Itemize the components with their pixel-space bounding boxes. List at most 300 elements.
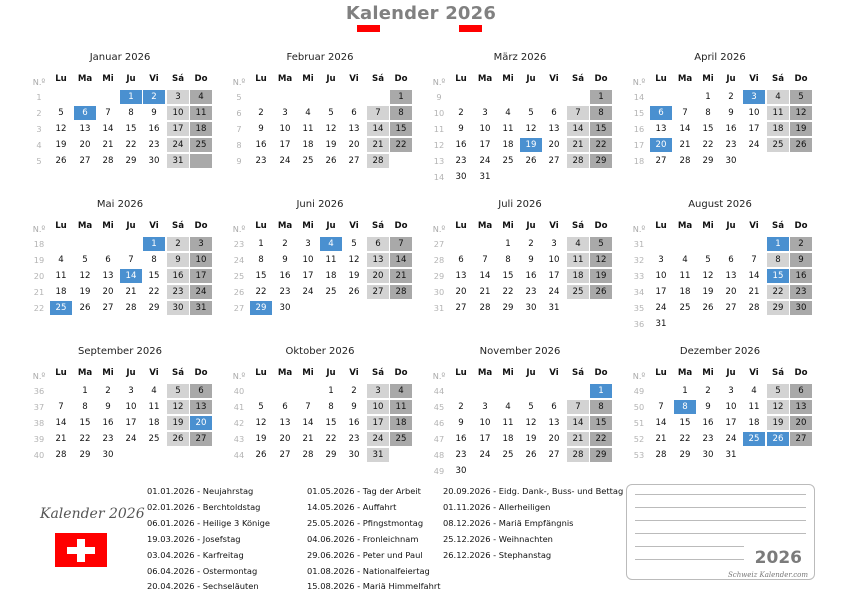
day-cell[interactable]: 18	[390, 416, 412, 430]
day-cell[interactable]: 16	[525, 271, 537, 281]
day-cell[interactable]: 20	[279, 434, 291, 444]
day-cell[interactable]: 15	[590, 122, 612, 136]
day-cell[interactable]: 29	[148, 303, 160, 313]
day-cell[interactable]: 15	[325, 418, 337, 428]
day-cell[interactable]: 9	[351, 402, 357, 412]
day-cell[interactable]: 11	[55, 271, 67, 281]
day-cell[interactable]: 25	[502, 450, 514, 460]
day-cell[interactable]: 18	[502, 434, 514, 444]
day-cell[interactable]: 13	[102, 271, 114, 281]
day-cell[interactable]: 8	[128, 108, 134, 118]
day-cell[interactable]: 13	[455, 271, 467, 281]
day-cell[interactable]: 4	[682, 255, 688, 265]
day-cell[interactable]: 24	[367, 432, 389, 446]
day-cell[interactable]: 5	[328, 108, 334, 118]
day-cell[interactable]: 14	[567, 122, 589, 136]
day-cell[interactable]: 5	[790, 90, 812, 104]
day-cell[interactable]: 13	[655, 124, 667, 134]
day-cell[interactable]: 8	[390, 106, 412, 120]
day-cell[interactable]: 14	[390, 253, 412, 267]
day-cell[interactable]: 27	[455, 303, 467, 313]
day-cell[interactable]: 27	[348, 156, 360, 166]
day-cell[interactable]: 29	[767, 301, 789, 315]
holiday-day-cell[interactable]: 19	[520, 138, 542, 152]
day-cell[interactable]: 18	[302, 140, 314, 150]
day-cell[interactable]: 27	[725, 303, 737, 313]
day-cell[interactable]: 21	[479, 287, 491, 297]
day-cell[interactable]: 13	[279, 418, 291, 428]
day-cell[interactable]: 18	[325, 271, 337, 281]
day-cell[interactable]: 4	[767, 90, 789, 104]
day-cell[interactable]: 31	[655, 319, 667, 329]
day-cell[interactable]: 18	[55, 287, 67, 297]
day-cell[interactable]: 28	[102, 156, 114, 166]
day-cell[interactable]: 11	[502, 418, 514, 428]
day-cell[interactable]: 7	[658, 402, 664, 412]
day-cell[interactable]: 15	[679, 418, 691, 428]
day-cell[interactable]: 6	[551, 108, 557, 118]
day-cell[interactable]: 22	[79, 434, 91, 444]
day-cell[interactable]: 11	[748, 402, 760, 412]
day-cell[interactable]: 27	[102, 303, 114, 313]
day-cell[interactable]: 13	[725, 271, 737, 281]
day-cell[interactable]: 4	[505, 402, 511, 412]
day-cell[interactable]: 23	[148, 140, 160, 150]
day-cell[interactable]: 13	[79, 124, 91, 134]
holiday-day-cell[interactable]: 1	[120, 90, 142, 104]
holiday-day-cell[interactable]: 2	[143, 90, 165, 104]
day-cell[interactable]: 4	[151, 386, 157, 396]
day-cell[interactable]: 22	[590, 138, 612, 152]
day-cell[interactable]: 20	[102, 287, 114, 297]
day-cell[interactable]: 3	[190, 237, 212, 251]
day-cell[interactable]: 10	[479, 418, 491, 428]
day-cell[interactable]: 28	[655, 450, 667, 460]
day-cell[interactable]: 8	[590, 106, 612, 120]
day-cell[interactable]: 11	[302, 124, 314, 134]
day-cell[interactable]: 22	[255, 287, 267, 297]
day-cell[interactable]: 14	[102, 124, 114, 134]
day-cell[interactable]: 26	[590, 285, 612, 299]
day-cell[interactable]: 19	[525, 434, 537, 444]
day-cell[interactable]: 31	[167, 154, 189, 168]
day-cell[interactable]: 16	[790, 269, 812, 283]
day-cell[interactable]: 25	[567, 285, 589, 299]
day-cell[interactable]: 22	[590, 432, 612, 446]
day-cell[interactable]: 21	[367, 138, 389, 152]
day-cell[interactable]: 13	[367, 253, 389, 267]
day-cell[interactable]: 29	[702, 156, 714, 166]
day-cell[interactable]: 18	[567, 269, 589, 283]
day-cell[interactable]: 17	[479, 140, 491, 150]
day-cell[interactable]: 10	[367, 400, 389, 414]
day-cell[interactable]: 5	[167, 384, 189, 398]
day-cell[interactable]: 30	[279, 303, 291, 313]
day-cell[interactable]: 5	[258, 402, 264, 412]
day-cell[interactable]: 30	[455, 466, 467, 476]
day-cell[interactable]: 17	[748, 124, 760, 134]
day-cell[interactable]: 23	[255, 156, 267, 166]
day-cell[interactable]: 28	[125, 303, 137, 313]
holiday-day-cell[interactable]: 25	[50, 301, 72, 315]
holiday-day-cell[interactable]: 6	[650, 106, 672, 120]
day-cell[interactable]: 24	[655, 303, 667, 313]
day-cell[interactable]: 12	[702, 271, 714, 281]
day-cell[interactable]: 26	[525, 450, 537, 460]
day-cell[interactable]: 27	[548, 450, 560, 460]
day-cell[interactable]: 3	[367, 384, 389, 398]
day-cell[interactable]: 12	[255, 418, 267, 428]
day-cell[interactable]: 11	[567, 253, 589, 267]
day-cell[interactable]: 22	[702, 140, 714, 150]
day-cell[interactable]: 21	[390, 269, 412, 283]
day-cell[interactable]: 17	[167, 122, 189, 136]
day-cell[interactable]: 28	[390, 285, 412, 299]
day-cell[interactable]: 17	[302, 271, 314, 281]
day-cell[interactable]: 22	[148, 287, 160, 297]
day-cell[interactable]: 31	[367, 448, 389, 462]
day-cell[interactable]: 16	[455, 140, 467, 150]
day-cell[interactable]: 12	[790, 106, 812, 120]
day-cell[interactable]: 3	[551, 239, 557, 249]
day-cell[interactable]: 9	[105, 402, 111, 412]
day-cell[interactable]: 9	[151, 108, 157, 118]
day-cell[interactable]: 19	[55, 140, 67, 150]
day-cell[interactable]: 7	[567, 106, 589, 120]
day-cell[interactable]: 16	[255, 140, 267, 150]
day-cell[interactable]: 28	[748, 303, 760, 313]
day-cell[interactable]: 29	[502, 303, 514, 313]
day-cell[interactable]: 18	[679, 287, 691, 297]
day-cell[interactable]: 2	[458, 108, 464, 118]
day-cell[interactable]: 9	[258, 124, 264, 134]
day-cell[interactable]: 20	[548, 434, 560, 444]
day-cell[interactable]: 27	[190, 432, 212, 446]
day-cell[interactable]: 7	[128, 255, 134, 265]
day-cell[interactable]: 24	[167, 138, 189, 152]
holiday-day-cell[interactable]: 8	[674, 400, 696, 414]
day-cell[interactable]: 2	[528, 239, 534, 249]
day-cell[interactable]: 27	[548, 156, 560, 166]
day-cell[interactable]: 17	[279, 140, 291, 150]
day-cell[interactable]: 9	[528, 255, 534, 265]
day-cell[interactable]: 7	[482, 255, 488, 265]
day-cell[interactable]: 26	[525, 156, 537, 166]
day-cell[interactable]: 1	[505, 239, 511, 249]
day-cell[interactable]: 19	[325, 140, 337, 150]
day-cell[interactable]: 27	[79, 156, 91, 166]
day-cell[interactable]: 17	[548, 271, 560, 281]
day-cell[interactable]: 21	[125, 287, 137, 297]
day-cell[interactable]: 16	[167, 269, 189, 283]
day-cell[interactable]: 5	[528, 402, 534, 412]
day-cell[interactable]: 2	[282, 239, 288, 249]
day-cell[interactable]: 2	[705, 386, 711, 396]
day-cell[interactable]: 24	[125, 434, 137, 444]
day-cell[interactable]: 27	[367, 285, 389, 299]
day-cell[interactable]: 20	[348, 140, 360, 150]
day-cell[interactable]: 12	[348, 255, 360, 265]
day-cell[interactable]: 14	[479, 271, 491, 281]
day-cell[interactable]: 12	[525, 124, 537, 134]
day-cell[interactable]: 8	[82, 402, 88, 412]
day-cell[interactable]: 26	[702, 303, 714, 313]
day-cell[interactable]: 6	[190, 384, 212, 398]
day-cell[interactable]: 12	[525, 418, 537, 428]
day-cell[interactable]: 1	[705, 92, 711, 102]
day-cell[interactable]: 24	[279, 156, 291, 166]
day-cell[interactable]: 14	[679, 124, 691, 134]
day-cell[interactable]: 1	[328, 386, 334, 396]
day-cell[interactable]: 16	[279, 271, 291, 281]
day-cell[interactable]: 6	[367, 237, 389, 251]
day-cell[interactable]: 16	[702, 418, 714, 428]
day-cell[interactable]: 18	[148, 418, 160, 428]
day-cell[interactable]: 1	[682, 386, 688, 396]
day-cell[interactable]: 20	[548, 140, 560, 150]
holiday-day-cell[interactable]: 29	[250, 301, 272, 315]
day-cell[interactable]: 15	[390, 122, 412, 136]
day-cell[interactable]: 30	[525, 303, 537, 313]
day-cell[interactable]: 8	[505, 255, 511, 265]
day-cell[interactable]: 4	[505, 108, 511, 118]
day-cell[interactable]: 5	[58, 108, 64, 118]
day-cell[interactable]: 20	[79, 140, 91, 150]
day-cell[interactable]: 5	[82, 255, 88, 265]
day-cell[interactable]: 22	[502, 287, 514, 297]
day-cell[interactable]: 25	[302, 156, 314, 166]
day-cell[interactable]: 15	[255, 271, 267, 281]
day-cell[interactable]: 28	[567, 154, 589, 168]
day-cell[interactable]: 29	[79, 450, 91, 460]
day-cell[interactable]: 27	[655, 156, 667, 166]
day-cell[interactable]: 13	[348, 124, 360, 134]
day-cell[interactable]: 7	[567, 400, 589, 414]
day-cell[interactable]: 2	[728, 92, 734, 102]
day-cell[interactable]: 26	[79, 303, 91, 313]
day-cell[interactable]: 25	[190, 138, 212, 152]
day-cell[interactable]: 9	[790, 253, 812, 267]
day-cell[interactable]: 22	[767, 285, 789, 299]
day-cell[interactable]: 10	[725, 402, 737, 412]
day-cell[interactable]: 29	[125, 156, 137, 166]
day-cell[interactable]: 15	[79, 418, 91, 428]
day-cell[interactable]: 20	[455, 287, 467, 297]
day-cell[interactable]: 15	[125, 124, 137, 134]
holiday-day-cell[interactable]: 26	[767, 432, 789, 446]
day-cell[interactable]: 11	[390, 400, 412, 414]
day-cell[interactable]: 10	[548, 255, 560, 265]
day-cell[interactable]: 19	[255, 434, 267, 444]
day-cell[interactable]: 29	[325, 450, 337, 460]
day-cell[interactable]: 19	[167, 416, 189, 430]
day-cell[interactable]: 14	[367, 122, 389, 136]
day-cell[interactable]: 27	[279, 450, 291, 460]
day-cell[interactable]: 26	[348, 287, 360, 297]
day-cell[interactable]: 23	[348, 434, 360, 444]
day-cell[interactable]: 10	[655, 271, 667, 281]
holiday-day-cell[interactable]: 20	[190, 416, 212, 430]
day-cell[interactable]: 6	[458, 255, 464, 265]
day-cell[interactable]: 7	[367, 106, 389, 120]
holiday-day-cell[interactable]: 14	[120, 269, 142, 283]
day-cell[interactable]: 4	[567, 237, 589, 251]
day-cell[interactable]: 15	[502, 271, 514, 281]
day-cell[interactable]: 13	[790, 400, 812, 414]
day-cell[interactable]: 8	[705, 108, 711, 118]
day-cell[interactable]: 8	[258, 255, 264, 265]
day-cell[interactable]: 9	[705, 402, 711, 412]
day-cell[interactable]: 29	[679, 450, 691, 460]
day-cell[interactable]: 1	[258, 239, 264, 249]
day-cell[interactable]: 16	[348, 418, 360, 428]
day-cell[interactable]: 8	[151, 255, 157, 265]
day-cell[interactable]: 26	[325, 156, 337, 166]
day-cell[interactable]: 17	[190, 269, 212, 283]
day-cell[interactable]: 19	[79, 287, 91, 297]
day-cell[interactable]: 30	[148, 156, 160, 166]
day-cell[interactable]: 11	[502, 124, 514, 134]
day-cell[interactable]: 19	[790, 122, 812, 136]
day-cell[interactable]: 20	[725, 287, 737, 297]
day-cell[interactable]: 26	[790, 138, 812, 152]
holiday-day-cell[interactable]: 3	[743, 90, 765, 104]
day-cell[interactable]: 25	[325, 287, 337, 297]
day-cell[interactable]: 5	[590, 237, 612, 251]
day-cell[interactable]: 2	[258, 108, 264, 118]
holiday-day-cell[interactable]: 25	[743, 432, 765, 446]
day-cell[interactable]: 3	[282, 108, 288, 118]
day-cell[interactable]: 17	[367, 416, 389, 430]
day-cell[interactable]: 7	[682, 108, 688, 118]
holiday-day-cell[interactable]: 15	[767, 269, 789, 283]
day-cell[interactable]: 30	[702, 450, 714, 460]
day-cell[interactable]: 22	[325, 434, 337, 444]
day-cell[interactable]: 23	[702, 434, 714, 444]
day-cell[interactable]: 30	[790, 301, 812, 315]
holiday-day-cell[interactable]: 20	[650, 138, 672, 152]
day-cell[interactable]: 14	[55, 418, 67, 428]
day-cell[interactable]: 12	[767, 400, 789, 414]
day-cell[interactable]: 4	[390, 384, 412, 398]
day-cell[interactable]: 2	[105, 386, 111, 396]
day-cell[interactable]: 16	[455, 434, 467, 444]
day-cell[interactable]: 10	[479, 124, 491, 134]
day-cell[interactable]: 7	[390, 237, 412, 251]
day-cell[interactable]: 2	[790, 237, 812, 251]
day-cell[interactable]: 3	[305, 239, 311, 249]
day-cell[interactable]: 27	[790, 432, 812, 446]
day-cell[interactable]: 21	[567, 432, 589, 446]
day-cell[interactable]: 9	[458, 418, 464, 428]
day-cell[interactable]: 22	[679, 434, 691, 444]
day-cell[interactable]: 21	[679, 140, 691, 150]
day-cell[interactable]: 19	[348, 271, 360, 281]
day-cell[interactable]: 10	[279, 124, 291, 134]
day-cell[interactable]: 9	[728, 108, 734, 118]
day-cell[interactable]: 22	[390, 138, 412, 152]
day-cell[interactable]: 5	[351, 239, 357, 249]
day-cell[interactable]: 7	[58, 402, 64, 412]
day-cell[interactable]: 24	[302, 287, 314, 297]
day-cell[interactable]: 26	[255, 450, 267, 460]
day-cell[interactable]: 14	[302, 418, 314, 428]
day-cell[interactable]: 12	[79, 271, 91, 281]
day-cell[interactable]: 17	[725, 418, 737, 428]
day-cell[interactable]: 23	[455, 450, 467, 460]
day-cell[interactable]: 12	[325, 124, 337, 134]
day-cell[interactable]: 23	[525, 287, 537, 297]
day-cell[interactable]: 29	[590, 154, 612, 168]
day-cell[interactable]: 21	[748, 287, 760, 297]
day-cell[interactable]: 28	[55, 450, 67, 460]
day-cell[interactable]: 30	[102, 450, 114, 460]
day-cell[interactable]: 6	[105, 255, 111, 265]
day-cell[interactable]: 17	[479, 434, 491, 444]
day-cell[interactable]: 11	[767, 106, 789, 120]
day-cell[interactable]: 24	[479, 450, 491, 460]
day-cell[interactable]: 21	[302, 434, 314, 444]
holiday-day-cell[interactable]: 4	[320, 237, 342, 251]
day-cell[interactable]: 28	[479, 303, 491, 313]
day-cell[interactable]: 30	[167, 301, 189, 315]
day-cell[interactable]: 21	[655, 434, 667, 444]
day-cell[interactable]: 25	[767, 138, 789, 152]
day-cell[interactable]: 23	[455, 156, 467, 166]
day-cell[interactable]: 1	[390, 90, 412, 104]
day-cell[interactable]: 6	[351, 108, 357, 118]
day-cell[interactable]: 6	[282, 402, 288, 412]
day-cell[interactable]: 25	[679, 303, 691, 313]
day-cell[interactable]: 14	[748, 271, 760, 281]
day-cell[interactable]: 17	[125, 418, 137, 428]
day-cell[interactable]: 8	[767, 253, 789, 267]
holiday-day-cell[interactable]: 1	[143, 237, 165, 251]
day-cell[interactable]: 1	[590, 90, 612, 104]
day-cell[interactable]: 1	[82, 386, 88, 396]
day-cell[interactable]: 30	[348, 450, 360, 460]
day-cell[interactable]: 23	[279, 287, 291, 297]
day-cell[interactable]: 18	[748, 418, 760, 428]
day-cell[interactable]: 22	[125, 140, 137, 150]
day-cell[interactable]: 31	[725, 450, 737, 460]
day-cell[interactable]: 14	[655, 418, 667, 428]
day-cell[interactable]: 30	[725, 156, 737, 166]
day-cell[interactable]: 4	[751, 386, 757, 396]
day-cell[interactable]: 4	[305, 108, 311, 118]
day-cell[interactable]: 7	[305, 402, 311, 412]
day-cell[interactable]: 15	[148, 271, 160, 281]
day-cell[interactable]: 5	[767, 384, 789, 398]
day-cell[interactable]: 16	[102, 418, 114, 428]
day-cell[interactable]: 21	[567, 138, 589, 152]
day-cell[interactable]: 12	[167, 400, 189, 414]
day-cell[interactable]: 31	[190, 301, 212, 315]
day-cell[interactable]: 15	[590, 416, 612, 430]
day-cell[interactable]: 4	[58, 255, 64, 265]
day-cell[interactable]: 6	[790, 384, 812, 398]
day-cell[interactable]: 6	[551, 402, 557, 412]
day-cell[interactable]: 13	[548, 124, 560, 134]
day-cell[interactable]: 24	[725, 434, 737, 444]
day-cell[interactable]: 3	[728, 386, 734, 396]
day-cell[interactable]: 28	[567, 448, 589, 462]
day-cell[interactable]: 11	[190, 106, 212, 120]
day-cell[interactable]: 18	[502, 140, 514, 150]
day-cell[interactable]: 24	[479, 156, 491, 166]
holiday-day-cell[interactable]: 6	[74, 106, 96, 120]
day-cell[interactable]: 11	[148, 402, 160, 412]
